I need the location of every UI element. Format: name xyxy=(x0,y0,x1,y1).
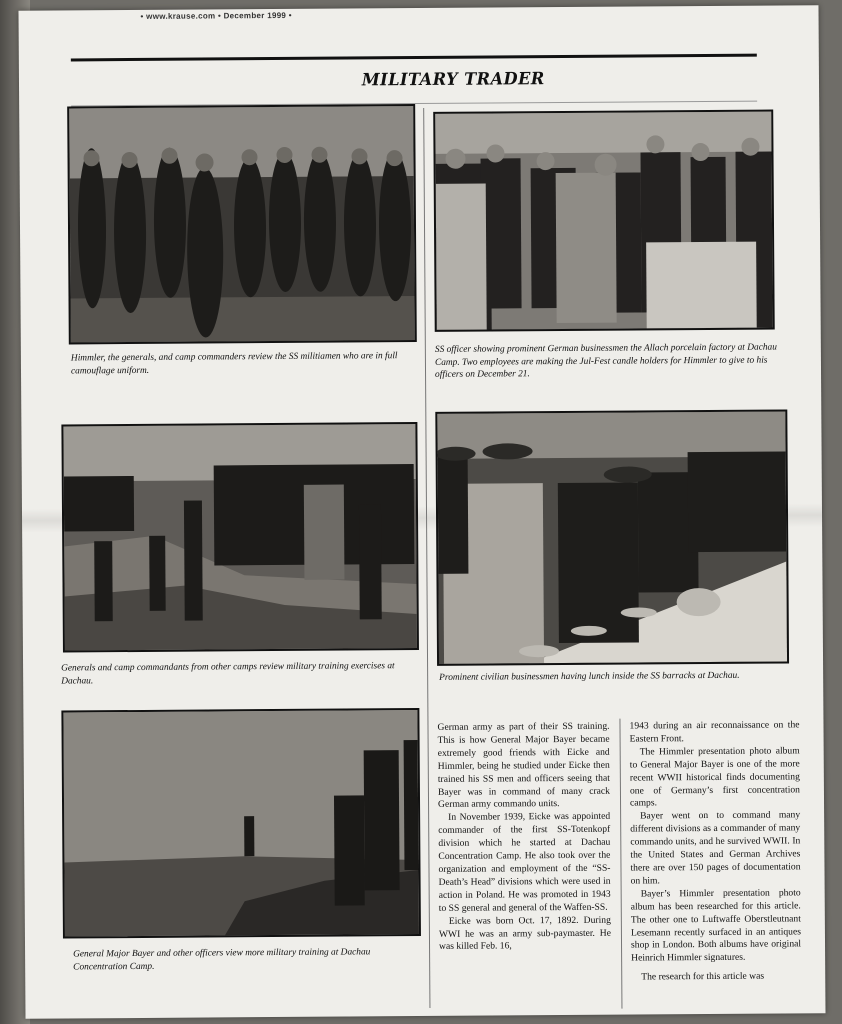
newspaper-page xyxy=(18,5,825,1019)
article-paragraph: The research for this article was xyxy=(641,970,765,983)
column-divider-lower xyxy=(619,719,622,1009)
caption-photo-5: General Major Bayer and other officers view more military training at Dachau Concentration Camp. xyxy=(73,947,371,972)
article-paragraph: In November 1939, Eicke was appointed commander of the first SS-Totenkopf division which he started at Dachau Concentration Camp. He also took over the organization and employment of the “SS-Death’s Head” divisions which were used in action in Poland. He was promoted in 1943 to SS general and general of the Waffen-SS. xyxy=(438,811,611,914)
article-paragraph: 1943 during an air reconnaissance on the Eastern Front. xyxy=(629,719,800,745)
column-divider xyxy=(423,108,430,1008)
article-paragraph: Bayer’s Himmler presentation photo album has been researched for this article. The other one to Luftwaffe Oberstleutnant Lesemann recently surfaced in an antiques shop in London. Both albums have original Heinrich Himmler signatures. xyxy=(630,887,802,964)
masthead-logo: MILITARY TRADER xyxy=(361,69,545,91)
caption-photo-3: Generals and camp commandants from other camps review military training exercises at Dachau. xyxy=(61,661,395,687)
photo-businessmen-lunch xyxy=(435,409,789,665)
article-column-2 xyxy=(629,719,801,984)
article-paragraph: Eicke was born Oct. 17, 1892. During WWI he was an army sub-paymaster. He was killed Feb. 16, xyxy=(438,914,611,953)
article-paragraph: Bayer went on to command many different divisions as a commander of many commando units, and he survived WWII. In the United States and German Archives there are over 150 pages of documentation on him. xyxy=(630,809,801,887)
photo-allach-porcelain-factory xyxy=(433,110,775,332)
masthead-rule xyxy=(71,54,757,62)
caption-photo-4: Prominent civilian businessmen having lunch inside the SS barracks at Dachau. xyxy=(439,670,740,683)
article-paragraph: German army as part of their SS training. This is how General Major Bayer became extremely good friends with Eicke and Himmler, being he studied under Eicke then trained his SS men and officers seeing that Bayer was in command of many crack German army commando units. xyxy=(437,720,610,811)
article-paragraph: The Himmler presentation photo album to General Major Bayer is one of the more recent WWII historical finds documenting one of Germany’s first concentration camps. xyxy=(629,745,800,809)
article-column-1 xyxy=(437,721,611,955)
caption-photo-1: Himmler, the generals, and camp commanders review the SS militiamen who are in full camouflage uniform. xyxy=(70,351,398,376)
running-head: • www.krause.com • December 1999 • xyxy=(140,10,292,21)
photo-general-bayer-training xyxy=(61,708,421,938)
caption-photo-2: SS officer showing prominent German businessmen the Allach porcelain factory at Dachau Camp. Two employees are making the Jul-Fest candle holders for Himmler to give to his officers on December 21. xyxy=(434,342,777,380)
photo-military-training-review xyxy=(61,422,419,652)
photo-review-ss-militiamen xyxy=(67,104,417,344)
